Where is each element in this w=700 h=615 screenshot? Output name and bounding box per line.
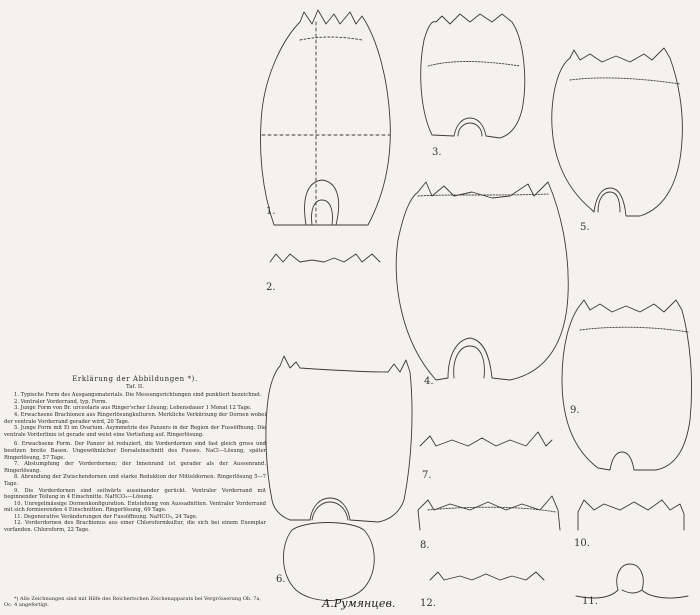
figure-8-drawing bbox=[418, 496, 560, 530]
figure-6-label: 6. bbox=[276, 574, 286, 585]
figure-3-label: 3. bbox=[432, 147, 442, 158]
figure-12-drawing bbox=[430, 572, 544, 580]
figure-2-label: 2. bbox=[266, 282, 276, 293]
plate-number: Taf. II. bbox=[126, 383, 144, 390]
caption-item-12: 12. Vorderdornen des Brachionus aus einer Chloroformkultur, die sich bei einem Exemplar vorfanden. Chloroform, 22 Tage. bbox=[4, 520, 266, 534]
figure-10-drawing bbox=[578, 500, 684, 530]
figure-9-label: 9. bbox=[570, 405, 580, 416]
figure-3-drawing bbox=[421, 14, 525, 138]
caption-item-5: 5. Junge Form mit Ei im Ovarium. Asymmetrie des Panzers in der Region der Fussöffnung. Die ventrale Vorderlinie ist gerade und weist eine Vertiefung auf. Ringerlösung. bbox=[4, 425, 266, 438]
figure-10-label: 10. bbox=[574, 538, 590, 549]
caption-item-1: 1. Typische Form des Ausgangsmaterials. Die Messungsrichtungen sind punktiert bezeichnet. bbox=[14, 392, 262, 399]
figure-12-label: 12. bbox=[420, 598, 436, 609]
caption-item-9: 9. Die Vorderdornen sind seitwärts auseinander gerückt. Ventraler Vorderrand mit beginnender Teilung in 4 Einschnitte. NaHCO₃—Lösung. bbox=[4, 487, 266, 501]
figure-9-drawing bbox=[562, 300, 692, 470]
figure-11-label: 11. bbox=[582, 596, 598, 607]
footnote: *) Alle Zeichnungen sind mit Hilfe des Reichertschen Zeichenapparats bei Vergrösserung Ob. 7a, Oc. 4 angefertigt. bbox=[4, 596, 262, 608]
figure-4-label: 4. bbox=[424, 376, 434, 387]
figure-1-label: 1. bbox=[266, 206, 276, 217]
figure-1-drawing bbox=[261, 10, 391, 225]
caption-item-10: 10. Unregelmässige Dornenkonfiguration. Entstehung von Aussadnitten. Ventraler Vorderrand mit sich formierenden 4 Einschnitten. Ringerlösung, 69 Tage. bbox=[4, 500, 266, 514]
figure-8-label: 8. bbox=[420, 540, 430, 551]
caption-item-6: 6. Erwachsene Form. Der Panzer ist reduziert, die Vorderdornen sind fast gleich gross und besitzen breite Basen. Ungewöhnlicher Dorsaleinschnitt des Fusses. NaCl—Lösung, später Ringerlösung, 57 Tage. bbox=[4, 441, 266, 461]
figure-7-drawing bbox=[420, 432, 552, 446]
figure-6-drawing bbox=[266, 356, 412, 601]
figure-5-label: 5. bbox=[580, 222, 590, 233]
figure-5-drawing bbox=[552, 48, 683, 216]
caption-item-11: 11. Degenerative Veränderungen der Fussöffnung. NaHCO₃, 24 Tage. bbox=[14, 513, 198, 520]
figure-4-drawing bbox=[396, 182, 568, 380]
figure-11-drawing bbox=[576, 564, 688, 598]
figure-7-label: 7. bbox=[422, 470, 432, 481]
caption-item-3: 3. Junge Form von Br. urceolaris aus Ringer'scher Lösung; Lebensdauer 1 Monat 12 Tage. bbox=[14, 405, 252, 412]
caption-item-7: 7. Abstumpfung der Vorderdornen; der Innenrand ist gerader als der Aussenrand. Ringerlösung. bbox=[4, 461, 266, 474]
figure-explanation bbox=[4, 376, 266, 534]
figure-2-drawing bbox=[270, 254, 380, 262]
author-signature: А.Румянцев. bbox=[322, 597, 396, 610]
caption-item-2: 2. Ventraler Vorderrand, typ. Form. bbox=[14, 398, 108, 405]
caption-item-4: 4. Erwachsene Brachionen aus Ringerlösungkulturen. Merkliche Verkürzung der Dornen wobei der ventrale Vorderrand gerader wird, 20 Tage. bbox=[4, 411, 266, 425]
caption-title: Erklärung der Abbildungen *). bbox=[72, 375, 198, 383]
caption-item-8: 8. Abrundung der Zwischendornen und starke Reduktion der Mitteldornen. Ringerlösung 5—7 Tage. bbox=[4, 474, 266, 487]
